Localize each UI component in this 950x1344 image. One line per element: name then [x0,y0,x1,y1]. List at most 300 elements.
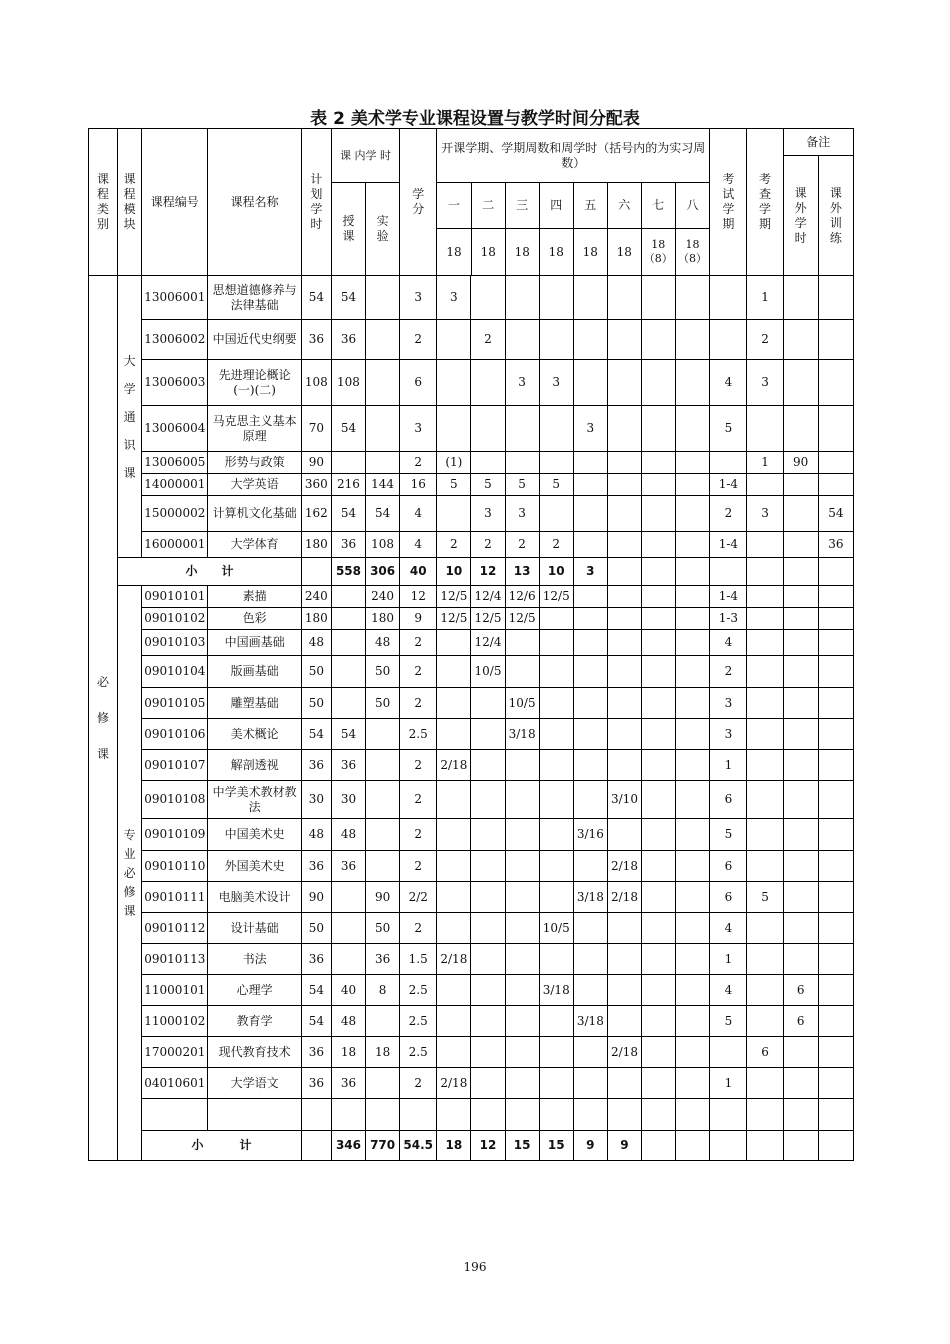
semester-hours [676,688,710,719]
exam-term: 1-4 [710,532,747,558]
semester-label: 一 [437,183,471,229]
semester-weeks: 18（8） [641,229,675,276]
check-term [747,851,783,882]
semester-hours: 3 [437,276,471,320]
semester-hours [642,276,676,320]
semester-hours [573,452,607,474]
semester-hours [505,406,539,452]
semester-hours: 3 [539,360,573,406]
course-code: 09010106 [142,719,208,750]
experiment-hours [366,1006,400,1037]
header-extra-training: 课 外 训 练 [818,156,853,276]
credits: 2 [400,819,437,851]
semester-hours [642,630,676,656]
check-term: 1 [747,276,783,320]
semester-hours [505,276,539,320]
planned-hours: 180 [301,532,331,558]
experiment-hours [366,452,400,474]
semester-hours [573,630,607,656]
subtotal-lecture: 346 [331,1131,365,1161]
extra-hours [783,882,818,913]
semester-hours [676,851,710,882]
course-code: 13006004 [142,406,208,452]
experiment-hours: 108 [366,532,400,558]
semester-hours [607,532,641,558]
semester-hours [607,496,641,532]
subtotal-semester: 9 [573,1131,607,1161]
extra-training [818,781,853,819]
lecture-hours [331,913,365,944]
exam-term: 4 [710,360,747,406]
semester-hours [607,1068,641,1099]
semester-hours [573,496,607,532]
semester-hours [607,276,641,320]
empty-cell [747,558,783,586]
exam-term [710,452,747,474]
subtotal-semester: 12 [471,558,505,586]
semester-hours [573,1068,607,1099]
experiment-hours: 144 [366,474,400,496]
extra-hours [783,750,818,781]
course-name: 教育学 [208,1006,301,1037]
semester-hours: 2/18 [437,944,471,975]
exam-term: 1 [710,944,747,975]
exam-term: 4 [710,630,747,656]
semester-hours: 2 [471,320,505,360]
check-term [747,656,783,688]
check-term: 3 [747,360,783,406]
course-name: 中国近代史纲要 [208,320,301,360]
planned-hours: 108 [301,360,331,406]
semester-hours [642,781,676,819]
credits: 2 [400,452,437,474]
header-in-class-hours: 课 内学 时 [331,129,399,183]
check-term: 3 [747,496,783,532]
module-general: 大 学 通 识 课 [118,276,142,558]
extra-training: 36 [818,532,853,558]
table-row [89,608,854,630]
semester-hours [573,586,607,608]
exam-term [710,320,747,360]
semester-hours [607,452,641,474]
lecture-hours: 36 [331,532,365,558]
extra-hours [783,1037,818,1068]
extra-hours [783,913,818,944]
credits: 3 [400,276,437,320]
exam-term: 2 [710,496,747,532]
semester-hours [676,630,710,656]
semester-hours [471,944,505,975]
course-code: 04010601 [142,1068,208,1099]
credits: 2 [400,630,437,656]
table-row [89,656,854,688]
course-name: 电脑美术设计 [208,882,301,913]
credits: 2.5 [400,1006,437,1037]
subtotal-experiment: 306 [366,558,400,586]
table-row [89,781,854,819]
planned-hours: 50 [301,913,331,944]
semester-hours [539,608,573,630]
table-row [89,750,854,781]
semester-hours [505,781,539,819]
lecture-hours [331,944,365,975]
semester-hours: 2/18 [607,1037,641,1068]
semester-hours [437,656,471,688]
semester-hours [676,975,710,1006]
semester-hours [676,781,710,819]
course-code [142,1099,208,1131]
lecture-hours [331,452,365,474]
lecture-hours: 30 [331,781,365,819]
semester-hours [642,474,676,496]
extra-training [818,630,853,656]
course-code: 09010111 [142,882,208,913]
semester-hours: 3/18 [539,975,573,1006]
credits: 2/2 [400,882,437,913]
semester-subheader [437,183,709,275]
experiment-hours: 90 [366,882,400,913]
extra-training [818,975,853,1006]
course-name: 中国美术史 [208,819,301,851]
experiment-hours: 50 [366,656,400,688]
experiment-hours: 48 [366,630,400,656]
semester-hours [471,360,505,406]
semester-hours [471,913,505,944]
semester-hours [642,360,676,406]
subtotal-semester: 10 [539,558,573,586]
lecture-hours [331,586,365,608]
extra-hours [783,586,818,608]
lecture-hours: 108 [331,360,365,406]
semester-label: 七 [641,183,675,229]
semester-hours [505,851,539,882]
check-term [747,913,783,944]
exam-term: 2 [710,656,747,688]
semester-hours: 2/18 [607,882,641,913]
semester-hours [505,944,539,975]
planned-hours [301,1099,331,1131]
semester-hours [642,719,676,750]
semester-hours [437,781,471,819]
semester-hours [471,688,505,719]
semester-hours [505,913,539,944]
extra-training: 54 [818,496,853,532]
extra-training [818,1099,853,1131]
extra-hours [783,719,818,750]
credits: 2 [400,913,437,944]
subtotal-semester: 9 [607,1131,641,1161]
semester-hours [505,1068,539,1099]
semester-hours [573,975,607,1006]
semester-hours [437,406,471,452]
credits: 2 [400,656,437,688]
lecture-hours [331,608,365,630]
exam-term: 6 [710,781,747,819]
page-number: 196 [463,1260,487,1274]
semester-hours [676,944,710,975]
semester-hours [642,320,676,360]
semester-hours: 2 [505,532,539,558]
semester-hours [471,406,505,452]
credits: 2 [400,1068,437,1099]
semester-hours [642,496,676,532]
semester-hours [573,688,607,719]
extra-training [818,851,853,882]
table-row [89,360,854,406]
check-term [747,944,783,975]
planned-hours: 70 [301,406,331,452]
semester-hours [437,320,471,360]
course-code: 09010107 [142,750,208,781]
semester-hours [471,452,505,474]
course-name: 解剖透视 [208,750,301,781]
planned-hours: 162 [301,496,331,532]
planned-hours: 50 [301,656,331,688]
check-term [747,1099,783,1131]
semester-hours [505,975,539,1006]
experiment-hours: 50 [366,688,400,719]
empty-cell [710,558,747,586]
course-name: 大学语文 [208,1068,301,1099]
experiment-hours: 50 [366,913,400,944]
experiment-hours [366,276,400,320]
table-row [89,474,854,496]
lecture-hours: 54 [331,406,365,452]
experiment-hours [366,406,400,452]
course-code: 14000001 [142,474,208,496]
subtotal-lecture: 558 [331,558,365,586]
semester-hours [642,656,676,688]
table-row [89,819,854,851]
semester-hours [471,1037,505,1068]
semester-hours [607,944,641,975]
subtotal-semester [642,1131,676,1161]
table-row [89,320,854,360]
header-remarks: 备注 [783,129,853,156]
table-row [89,496,854,532]
semester-hours [573,944,607,975]
exam-term [710,276,747,320]
semester-hours [539,750,573,781]
semester-hours [539,781,573,819]
course-name: 计算机文化基础 [208,496,301,532]
semester-hours [539,688,573,719]
semester-hours: 3/10 [607,781,641,819]
semester-hours: 3/18 [573,1006,607,1037]
semester-hours [505,1099,539,1131]
semester-label: 四 [539,183,573,229]
semester-hours [539,1006,573,1037]
extra-training [818,656,853,688]
semester-hours [437,496,471,532]
extra-training [818,819,853,851]
semester-hours [676,360,710,406]
extra-training [818,474,853,496]
semester-hours [642,406,676,452]
table-row [89,719,854,750]
planned-hours: 54 [301,1006,331,1037]
semester-hours: 2/18 [437,750,471,781]
course-name [208,1099,301,1131]
semester-hours [607,819,641,851]
table-row [89,406,854,452]
semester-hours [607,975,641,1006]
course-code: 09010109 [142,819,208,851]
extra-training [818,944,853,975]
course-table [88,128,854,1161]
subtotal-row [89,558,854,586]
module-major: 专 业 必 修 课 [118,586,142,1161]
exam-term: 6 [710,851,747,882]
course-code: 13006003 [142,360,208,406]
semester-hours [539,882,573,913]
planned-hours: 360 [301,474,331,496]
semester-hours [471,1068,505,1099]
course-code: 13006001 [142,276,208,320]
subtotal-semester: 13 [505,558,539,586]
semester-hours [437,1037,471,1068]
lecture-hours: 36 [331,1068,365,1099]
check-term [747,532,783,558]
extra-training [818,320,853,360]
semester-hours [642,608,676,630]
semester-hours [437,975,471,1006]
experiment-hours: 36 [366,944,400,975]
empty-cell [818,558,853,586]
semester-hours [505,320,539,360]
experiment-hours [366,851,400,882]
experiment-hours [366,320,400,360]
semester-hours: 2/18 [437,1068,471,1099]
course-name: 雕塑基础 [208,688,301,719]
lecture-hours [331,688,365,719]
semester-hours: 2/18 [607,851,641,882]
semester-hours [607,1099,641,1131]
semester-hours [676,913,710,944]
semester-hours: 2 [539,532,573,558]
extra-training [818,586,853,608]
extra-hours [783,1099,818,1131]
semester-hours [676,719,710,750]
exam-term: 1-4 [710,474,747,496]
empty-cell [818,1131,853,1161]
course-name: 思想道德修养与法律基础 [208,276,301,320]
experiment-hours: 8 [366,975,400,1006]
course-name: 大学体育 [208,532,301,558]
planned-hours: 90 [301,882,331,913]
course-code: 17000201 [142,1037,208,1068]
credits: 2 [400,688,437,719]
extra-hours [783,1068,818,1099]
semester-hours [607,360,641,406]
subtotal-semester [642,558,676,586]
semester-hours [505,750,539,781]
subtotal-semester: 15 [539,1131,573,1161]
empty-cell [710,1131,747,1161]
semester-hours [539,1068,573,1099]
semester-hours [437,630,471,656]
semester-hours [471,1099,505,1131]
subtotal-planned [301,558,331,586]
table-row [89,688,854,719]
credits: 4 [400,532,437,558]
check-term [747,1068,783,1099]
extra-hours [783,630,818,656]
lecture-hours: 54 [331,496,365,532]
subtotal-credits: 54.5 [400,1131,437,1161]
header-extra-hours: 课 外 学 时 [783,156,818,276]
semester-hours [607,608,641,630]
semester-hours: 12/5 [505,608,539,630]
semester-hours [505,630,539,656]
course-code: 09010103 [142,630,208,656]
table-row [89,1006,854,1037]
semester-hours [471,819,505,851]
extra-training [818,913,853,944]
semester-hours: (1) [437,452,471,474]
lecture-hours [331,1099,365,1131]
semester-hours [437,913,471,944]
check-term [747,586,783,608]
planned-hours: 48 [301,819,331,851]
table-row [89,975,854,1006]
semester-hours [607,750,641,781]
semester-hours [607,656,641,688]
course-code: 09010108 [142,781,208,819]
lecture-hours: 40 [331,975,365,1006]
semester-hours [573,608,607,630]
extra-hours [783,851,818,882]
credits: 3 [400,406,437,452]
exam-term: 1-4 [710,586,747,608]
table-row [89,851,854,882]
semester-hours [539,944,573,975]
course-name: 心理学 [208,975,301,1006]
extra-hours [783,360,818,406]
subtotal-semester [676,1131,710,1161]
semester-hours [607,630,641,656]
semester-hours [676,452,710,474]
lecture-hours: 36 [331,320,365,360]
credits: 2 [400,320,437,360]
semester-hours [573,532,607,558]
extra-training [818,1037,853,1068]
semester-hours [539,851,573,882]
lecture-hours: 48 [331,819,365,851]
semester-hours [676,320,710,360]
semester-hours [539,819,573,851]
semester-hours [437,851,471,882]
semester-hours [573,719,607,750]
exam-term: 3 [710,719,747,750]
credits: 2.5 [400,975,437,1006]
experiment-hours [366,1068,400,1099]
course-name: 版画基础 [208,656,301,688]
credits: 16 [400,474,437,496]
semester-hours [676,819,710,851]
semester-hours: 3 [471,496,505,532]
extra-training [818,406,853,452]
header-module: 课 程 模 块 [118,129,142,276]
semester-hours [642,452,676,474]
semester-weeks: 18 [539,229,573,276]
extra-hours: 90 [783,452,818,474]
extra-training [818,452,853,474]
course-name: 现代教育技术 [208,1037,301,1068]
planned-hours: 240 [301,586,331,608]
semester-hours [676,1037,710,1068]
credits: 2.5 [400,1037,437,1068]
